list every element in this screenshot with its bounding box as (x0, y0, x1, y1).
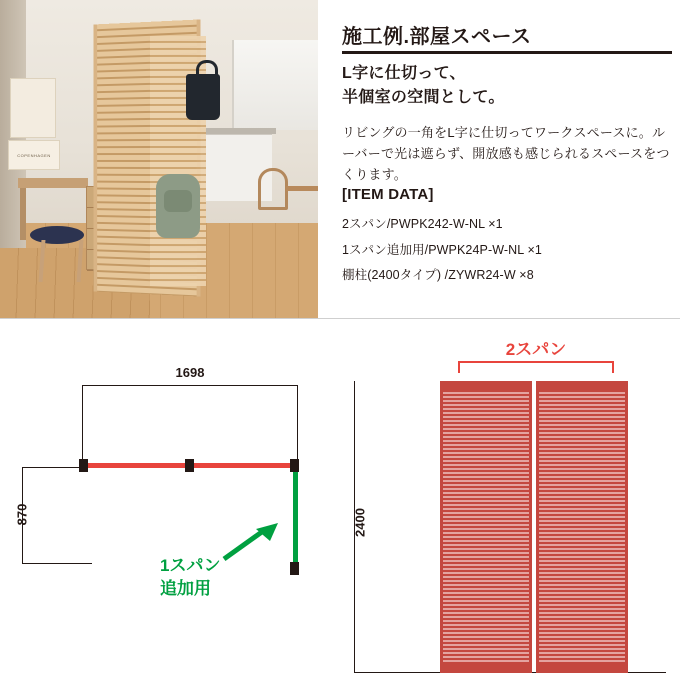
lead-line-1: L字に仕切って、 (342, 65, 466, 82)
plan-callout-line-1: 1スパン (160, 556, 221, 575)
photo-backpack (156, 174, 200, 238)
plan-post-marker (185, 459, 194, 472)
plan-depth-extension-bottom (22, 563, 92, 564)
plan-width-extension-right (297, 385, 298, 469)
panel-top-cap (539, 384, 625, 391)
photo-dining-chair (258, 168, 288, 210)
plan-callout-note (160, 555, 220, 601)
plan-width-dimension-line (82, 385, 298, 386)
item-data-heading: [ITEM DATA] (342, 186, 434, 203)
elevation-panel-right (536, 381, 628, 673)
elevation-span-bracket-right (612, 361, 614, 373)
photo-desk (18, 178, 88, 188)
elevation-span-bracket-left (458, 361, 460, 373)
plan-width-extension-left (82, 385, 83, 469)
elevation-diagram (336, 319, 680, 680)
photo-backpack-pocket (164, 190, 192, 212)
elevation-span-bracket (458, 361, 614, 363)
list-item: 棚柱(2400タイプ) /ZYWR24-W ×8 (342, 268, 534, 283)
item-data-list (342, 212, 678, 289)
elevation-panel-left (440, 381, 532, 673)
photo-tote-bag (186, 74, 220, 120)
photo-stool-legs (39, 240, 84, 282)
body-copy: リビングの一角をL字に仕切ってワークスペースに。ルーバーで光は遮らず、開放感も感じられるスペースをつくります。 (342, 125, 670, 183)
lead-copy (342, 62, 678, 110)
panel-bottom-cap (539, 663, 625, 670)
panel-bottom-cap (443, 663, 529, 670)
plan-width-dimension-label: 1698 (175, 365, 205, 380)
list-item: 2スパン/PWPK242-W-NL ×1 (342, 217, 503, 231)
lead-line-2: 半個室の空間として。 (342, 89, 505, 106)
plan-post-marker (79, 459, 88, 472)
plan-depth-dimension-label: 870 (14, 503, 30, 526)
elevation-height-dimension-label: 2400 (352, 508, 368, 537)
photo-kitchen-counter (196, 128, 276, 134)
plan-added-span-run (293, 463, 298, 567)
photo-window (232, 40, 318, 130)
page-title: 施工例.部屋スペース (342, 26, 532, 48)
callout-arrow-icon (222, 523, 282, 563)
photo-desk-leg (20, 188, 26, 240)
diagram-section (0, 319, 680, 680)
photo-dining-table (286, 186, 318, 191)
photo-poster (10, 78, 56, 138)
plan-diagram (0, 319, 336, 680)
elevation-span-label: 2スパン (505, 340, 567, 359)
photo-poster-caption: COPENHAGEN (8, 140, 60, 170)
panel-top-cap (443, 384, 529, 391)
title-divider (342, 51, 672, 54)
plan-post-marker (290, 562, 299, 575)
plan-callout-line-2: 追加用 (160, 578, 211, 598)
room-photo (0, 0, 318, 318)
plan-post-marker (290, 459, 299, 472)
top-section (0, 0, 680, 318)
list-item: 1スパン追加用/PWPK24P-W-NL ×1 (342, 242, 542, 257)
info-column (336, 0, 680, 318)
